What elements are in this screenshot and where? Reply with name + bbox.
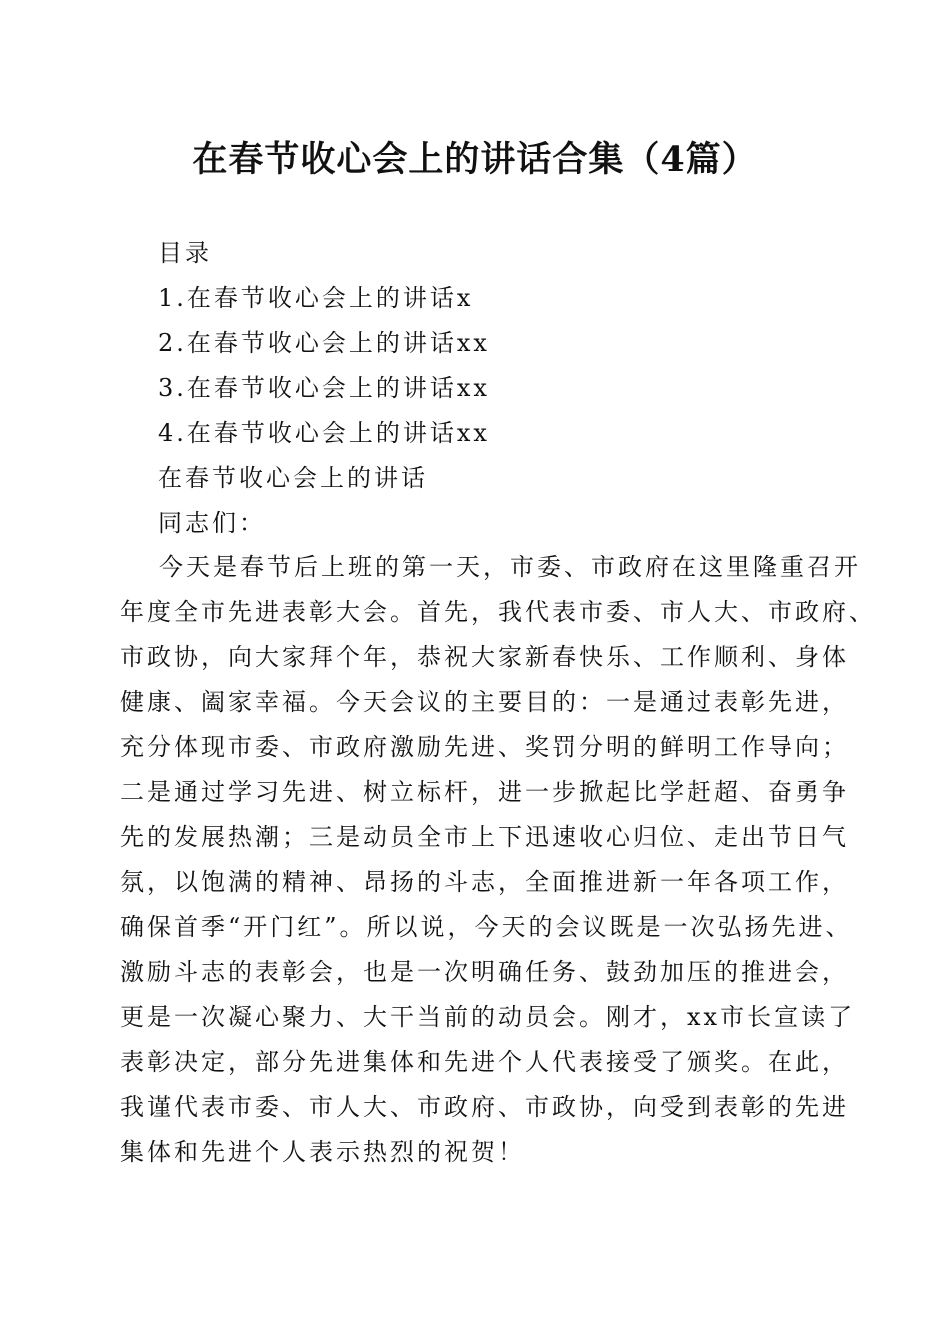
paragraph-line: 今天是春节后上班的第一天，市委、市政府在这里隆重召开 xyxy=(132,553,861,581)
paragraph-line: 市政协，向大家拜个年，恭祝大家新春快乐、工作顺利、身体 xyxy=(120,643,849,671)
toc-item: 4.在春节收心会上的讲话xx xyxy=(158,419,490,447)
paragraph-line: 确保首季“开门红”。所以说，今天的会议既是一次弘扬先进、 xyxy=(120,913,853,941)
document-title: 在春节收心会上的讲话合集（4篇） xyxy=(192,139,758,180)
toc-heading: 目录 xyxy=(158,239,212,267)
toc-item: 1.在春节收心会上的讲话x xyxy=(158,284,474,312)
paragraph-line: 年度全市先进表彰大会。首先，我代表市委、市人大、市政府、 xyxy=(120,598,876,626)
paragraph-line: 氛，以饱满的精神、昂扬的斗志，全面推进新一年各项工作， xyxy=(120,868,849,896)
table-of-contents xyxy=(158,231,858,546)
speech-paragraph xyxy=(120,545,876,1175)
toc-item: 2.在春节收心会上的讲话xx xyxy=(158,329,490,357)
paragraph-line: 先的发展热潮；三是动员全市上下迅速收心归位、走出节日气 xyxy=(120,823,849,851)
section-title: 在春节收心会上的讲话 xyxy=(158,464,428,492)
paragraph-line: 更是一次凝心聚力、大干当前的动员会。刚才，xx市长宣读了 xyxy=(120,1003,856,1031)
salutation: 同志们： xyxy=(158,509,266,537)
paragraph-line: 激励斗志的表彰会，也是一次明确任务、鼓劲加压的推进会， xyxy=(120,958,849,986)
paragraph-line: 二是通过学习先进、树立标杆，进一步掀起比学赶超、奋勇争 xyxy=(120,778,849,806)
paragraph-line: 充分体现市委、市政府激励先进、奖罚分明的鲜明工作导向； xyxy=(120,733,849,761)
paragraph-line: 我谨代表市委、市人大、市政府、市政协，向受到表彰的先进 xyxy=(120,1093,849,1121)
paragraph-line: 集体和先进个人表示热烈的祝贺！ xyxy=(120,1138,525,1166)
paragraph-line: 表彰决定，部分先进集体和先进个人代表接受了颁奖。在此， xyxy=(120,1048,849,1076)
toc-item: 3.在春节收心会上的讲话xx xyxy=(158,374,490,402)
paragraph-line: 健康、阖家幸福。今天会议的主要目的：一是通过表彰先进， xyxy=(120,688,849,716)
